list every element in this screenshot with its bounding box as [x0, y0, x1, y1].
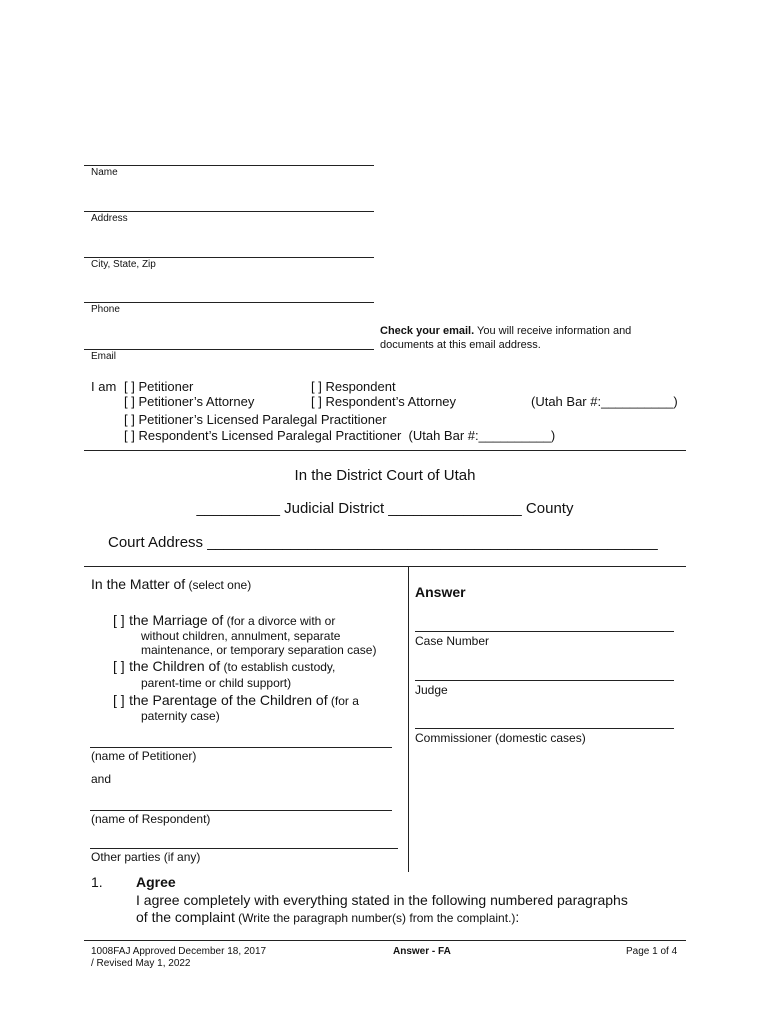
matter-heading-main: In the Matter of [91, 576, 186, 592]
respondent-option[interactable] [311, 379, 396, 394]
email-note-rest: You will receive information and [474, 325, 632, 337]
respondent-attorney-label: Respondent’s Attorney [325, 394, 457, 409]
section-text-line2 [136, 909, 519, 927]
city-state-zip-line[interactable] [84, 257, 374, 258]
case-box-vertical [408, 566, 409, 872]
footer-approved: 1008FAJ Approved December 18, 2017 [91, 946, 267, 957]
petitioner-paralegal-option[interactable] [124, 412, 387, 427]
checkbox[interactable]: [ ] [113, 692, 125, 708]
answer-title: Answer [415, 584, 466, 600]
case-box-top [84, 566, 686, 567]
email-note-bold: Check your email. [380, 325, 475, 337]
divider-1 [84, 450, 686, 451]
checkbox[interactable]: [ ] [124, 412, 135, 427]
email-line[interactable] [84, 349, 374, 350]
section-text-end: : [515, 909, 520, 925]
other-parties-line[interactable] [90, 848, 398, 849]
section-title: Agree [136, 874, 176, 890]
court-address-line[interactable]: Court Address ______________________________________________________ [108, 534, 658, 551]
judge-line[interactable] [415, 680, 674, 681]
case-number-label: Case Number [415, 634, 490, 648]
commissioner-label: Commissioner (domestic cases) [415, 731, 586, 745]
footer-divider [84, 940, 686, 941]
email-note [380, 324, 670, 352]
checkbox[interactable]: [ ] [311, 379, 322, 394]
and-label: and [91, 772, 112, 786]
city-state-zip-label: City, State, Zip [91, 259, 156, 270]
respondent-attorney-option[interactable] [311, 394, 456, 409]
footer-left [91, 946, 266, 970]
phone-line[interactable] [84, 302, 374, 303]
children-note: (to establish custody, [220, 660, 336, 674]
utah-bar-field-1[interactable]: (Utah Bar #:__________) [531, 394, 678, 409]
section-text-note: (Write the paragraph number(s) from the complaint.) [234, 911, 516, 925]
utah-bar-field-2[interactable]: (Utah Bar #:__________) [408, 428, 556, 443]
other-parties-label: Other parties (if any) [91, 850, 201, 864]
district-county-line[interactable]: __________ Judicial District ________________ County [196, 500, 574, 517]
petitioner-name-line[interactable] [90, 747, 392, 748]
footer-page: Page 1 of 4 [626, 946, 678, 957]
checkbox[interactable]: [ ] [113, 658, 125, 674]
section-number: 1. [91, 874, 103, 890]
marriage-note-line3: maintenance, or temporary separation case) [141, 643, 377, 657]
footer-revised: / Revised May 1, 2022 [91, 958, 191, 969]
phone-label: Phone [91, 304, 120, 315]
matter-heading [91, 576, 251, 594]
name-label: Name [91, 167, 118, 178]
name-line[interactable] [84, 165, 374, 166]
respondent-name-line[interactable] [90, 810, 392, 811]
address-label: Address [91, 213, 128, 224]
marriage-label: the Marriage of [129, 612, 224, 628]
section-text-main: of the complaint [136, 909, 235, 925]
footer-center: Answer - FA [393, 946, 451, 957]
matter-option-parentage[interactable] [113, 692, 359, 710]
commissioner-line[interactable] [415, 728, 674, 729]
checkbox[interactable]: [ ] [113, 612, 125, 628]
checkbox[interactable]: [ ] [311, 394, 322, 409]
matter-option-children[interactable] [113, 658, 335, 676]
checkbox[interactable]: [ ] [124, 428, 135, 443]
court-title: In the District Court of Utah [294, 467, 476, 484]
checkbox[interactable]: [ ] [124, 379, 135, 394]
matter-heading-note: (select one) [185, 578, 252, 592]
petitioner-attorney-label: Petitioner’s Attorney [138, 394, 255, 409]
case-number-line[interactable] [415, 631, 674, 632]
respondent-label: Respondent [325, 379, 396, 394]
petitioner-label: Petitioner [138, 379, 194, 394]
address-line[interactable] [84, 211, 374, 212]
respondent-name-label: (name of Respondent) [91, 812, 211, 826]
marriage-note-line2: without children, annulment, separate [141, 629, 341, 643]
email-label: Email [91, 351, 117, 362]
email-note-line2: documents at this email address. [380, 339, 541, 351]
petitioner-name-label: (name of Petitioner) [91, 749, 197, 763]
checkbox[interactable]: [ ] [124, 394, 135, 409]
parentage-note-line2: paternity case) [141, 709, 220, 723]
i-am-prefix: I am [91, 379, 117, 394]
respondent-paralegal-label: Respondent’s Licensed Paralegal Practitioner [138, 428, 402, 443]
section-text-line1: I agree completely with everything stated in the following numbered paragraphs [136, 892, 628, 908]
parentage-label: the Parentage of the Children of [129, 692, 328, 708]
children-note-line2: parent-time or child support) [141, 676, 292, 690]
matter-option-marriage[interactable] [113, 612, 335, 630]
children-label: the Children of [129, 658, 221, 674]
parentage-note: (for a [327, 694, 359, 708]
marriage-note: (for a divorce with or [223, 614, 336, 628]
judge-label: Judge [415, 683, 448, 697]
respondent-paralegal-option[interactable] [124, 428, 555, 443]
petitioner-paralegal-label: Petitioner’s Licensed Paralegal Practitioner [138, 412, 387, 427]
petitioner-option[interactable] [124, 379, 193, 394]
petitioner-attorney-option[interactable] [124, 394, 254, 409]
